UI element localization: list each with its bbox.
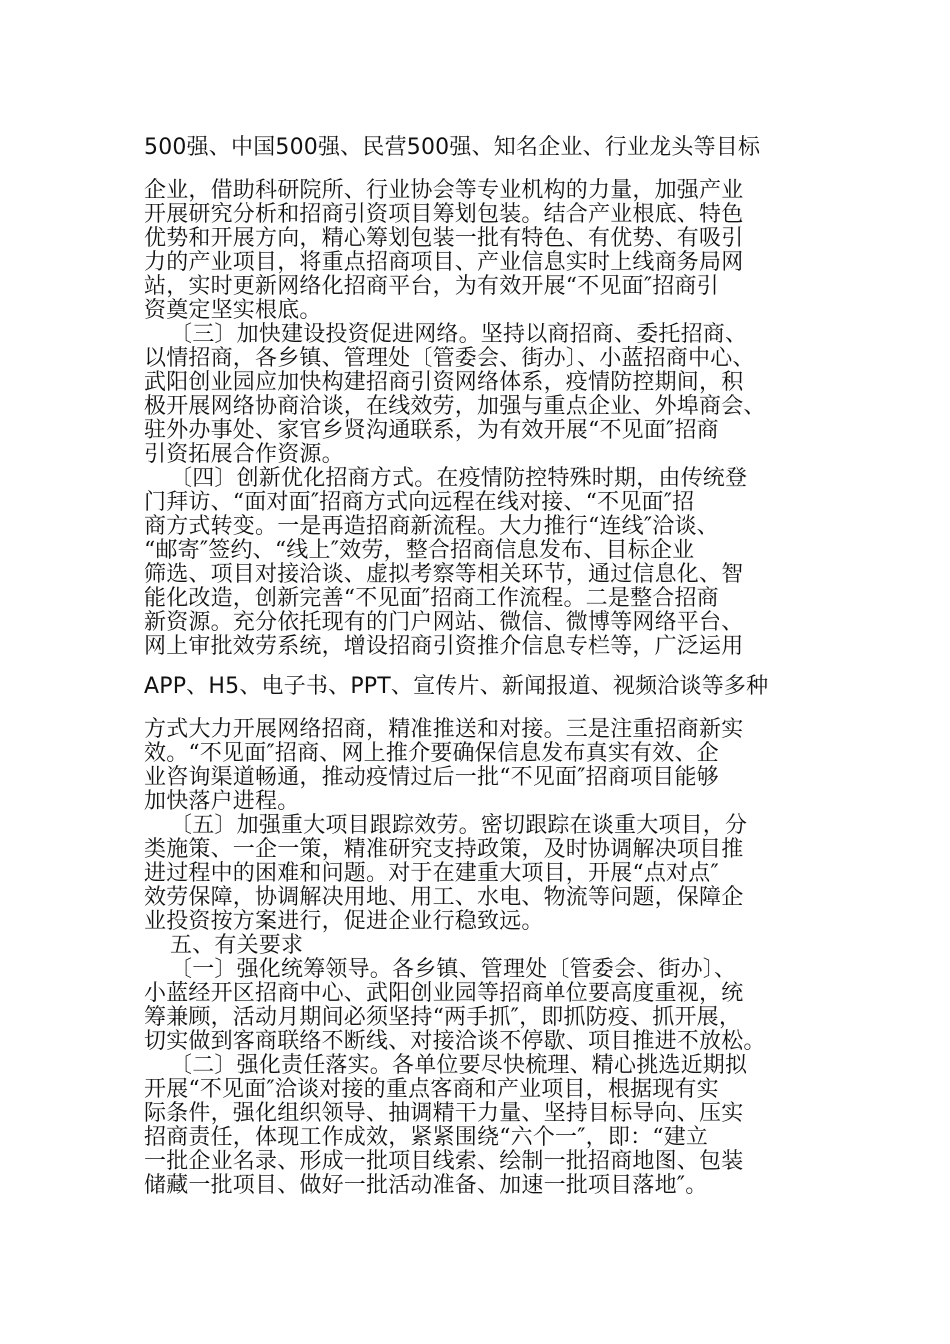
text-line: APP、H5、电子书、PPT、宣传片、新闻报道、视频洽谈等多种 (144, 674, 769, 699)
text-line: 业咨询渠道畅通，推动疫情过后一批“不见面″招商项目能够 (144, 765, 719, 790)
text-line: 加快落户进程。 (144, 789, 300, 814)
text-line: 资奠定坚实根底。 (144, 298, 322, 323)
section-heading: 五、有关要求 (170, 933, 304, 958)
text-line: 力的产业项目，将重点招商项目、产业信息实时上线商务局网 (144, 250, 744, 275)
text-line: 招商责任，体现工作成效，紧紧围绕“六个一″，即：“建立 (144, 1125, 709, 1150)
text-line: 极开展网络协商洽谈，在线效劳，加强与重点企业、外埠商会、 (144, 394, 766, 419)
text-line: 储藏一批项目、做好一批活动准备、加速一批项目落地″。 (144, 1173, 708, 1198)
text-line: 商方式转变。一是再造招商新流程。大力推行“连线″洽谈、 (144, 514, 719, 539)
text-line: 500强、中国500强、民营500强、知名企业、行业龙头等目标 (144, 135, 761, 160)
text-line: 进过程中的困难和问题。对于在建重大项目，开展“点对点″ (144, 861, 719, 886)
text-line: 企业，借助科研院所、行业协会等专业机构的力量，加强产业 (144, 178, 744, 203)
text-line: 际条件，强化组织领导、抽调精干力量、坚持目标导向、压实 (144, 1101, 744, 1126)
text-line: 筹兼顾，活动月期间必须坚持“两手抓″，即抓防疫、抓开展， (144, 1005, 742, 1030)
text-line: 方式大力开展网络招商，精准推送和对接。三是注重招商新实 (144, 717, 744, 742)
text-line: 驻外办事处、家官乡贤沟通联系，为有效开展“不见面″招商 (144, 418, 719, 443)
text-line: 能化改造，创新完善“不见面″招商工作流程。二是整合招商 (144, 586, 719, 611)
text-line: 切实做到客商联络不断线、对接洽谈不停歇、项目推进不放松。 (144, 1029, 766, 1054)
paragraph-start: 〔二〕强化责任落实。各单位要尽快梳理、精心挑选近期拟 (170, 1053, 748, 1078)
text-line: 网上审批效劳系统，增设招商引资推介信息专栏等，广泛运用 (144, 634, 744, 659)
text-line: 业投资按方案进行，促进企业行稳致远。 (144, 909, 544, 934)
text-line: 优势和开展方向，精心筹划包装一批有特色、有优势、有吸引 (144, 226, 744, 251)
text-line: 以情招商，各乡镇、管理处〔管委会、街办〕、小蓝招商中心、 (144, 346, 755, 371)
text-line: 效。“不见面″招商、网上推介要确保信息发布真实有效、企 (144, 741, 719, 766)
text-line: 小蓝经开区招商中心、武阳创业园等招商单位要高度重视，统 (144, 981, 744, 1006)
text-line: 引资拓展合作资源。 (144, 442, 344, 467)
paragraph-start: 〔一〕强化统筹领导。各乡镇、管理处〔管委会、街办〕、 (170, 957, 737, 982)
paragraph-start: 〔五〕加强重大项目跟踪效劳。密切跟踪在谈重大项目，分 (170, 813, 748, 838)
text-line: 武阳创业园应加快构建招商引资网络体系，疫情防控期间，积 (144, 370, 744, 395)
text-line: 门拜访、“面对面″招商方式向远程在线对接、“不见面″招 (144, 490, 695, 515)
text-line: 一批企业名录、形成一批项目线索、绘制一批招商地图、包装 (144, 1149, 744, 1174)
text-line: 站，实时更新网络化招商平台，为有效开展“不见面″招商引 (144, 274, 719, 299)
paragraph-start: 〔三〕加快建设投资促进网络。坚持以商招商、委托招商、 (170, 322, 748, 347)
text-line: 类施策、一企一策，精准研究支持政策，及时协调解决项目推 (144, 837, 744, 862)
text-line: 开展“不见面″洽谈对接的重点客商和产业项目，根据现有实 (144, 1077, 719, 1102)
text-line: 效劳保障，协调解决用地、用工、水电、物流等问题，保障企 (144, 885, 744, 910)
text-line: 新资源。充分依托现有的门户网站、微信、微博等网络平台、 (144, 610, 744, 635)
text-line: “邮寄″签约、“线上″效劳，整合招商信息发布、目标企业 (144, 538, 695, 563)
text-line: 筛选、项目对接洽谈、虚拟考察等相关环节，通过信息化、智 (144, 562, 744, 587)
paragraph-start: 〔四〕创新优化招商方式。在疫情防控特殊时期，由传统登 (170, 466, 748, 491)
text-line: 开展研究分析和招商引资项目筹划包装。结合产业根底、特色 (144, 202, 744, 227)
